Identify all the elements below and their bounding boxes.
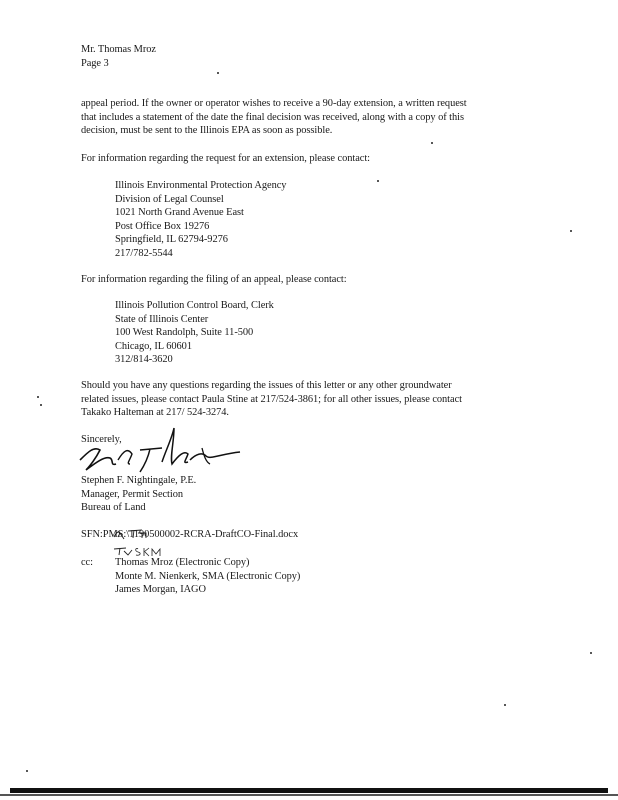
- appeal-paragraph: [81, 97, 467, 138]
- scan-speck: [217, 72, 219, 74]
- address-line: Chicago, IL 60601: [115, 340, 192, 352]
- recipient-name: Mr. Thomas Mroz: [81, 44, 156, 55]
- signer-name: Stephen F. Nightingale, P.E.: [81, 475, 197, 486]
- scan-edge-line: [0, 794, 618, 796]
- cc-list: [115, 556, 300, 597]
- text-line: Should you have any questions regarding the issues of this letter or any other groundwater: [81, 380, 452, 391]
- scan-speck: [40, 404, 42, 406]
- extension-intro: For information regarding the request for an extension, please contact:: [81, 153, 371, 164]
- cc-recipient: Monte M. Nienkerk, SMA (Electronic Copy): [115, 570, 301, 582]
- address-line: Post Office Box 19276: [115, 220, 210, 232]
- scan-speck: [26, 770, 28, 772]
- address-line: Illinois Pollution Control Board, Clerk: [115, 300, 274, 311]
- text-line: decision, must be sent to the Illinois EPA as soon as possible.: [81, 125, 333, 137]
- scan-speck: [431, 142, 433, 144]
- scan-speck: [504, 704, 506, 706]
- address-line: Division of Legal Counsel: [115, 193, 224, 205]
- cc-label: cc:: [81, 557, 93, 568]
- page-number: Page 3: [81, 57, 109, 69]
- appeal-contact-address: [115, 299, 274, 367]
- scan-speck: [590, 652, 592, 654]
- address-line: State of Illinois Center: [115, 313, 209, 325]
- text-line: Takako Halteman at 217/ 524-3274.: [81, 407, 229, 419]
- extension-contact-address: [115, 179, 286, 261]
- signer-bureau: Bureau of Land: [81, 502, 146, 514]
- address-line: 217/782-5544: [115, 247, 173, 259]
- file-reference: SFN:PMS:\1190500002-RCRA-DraftCO-Final.docx: [81, 529, 299, 540]
- text-line: that includes a statement of the date the final decision was received, along with a copy of this: [81, 111, 464, 123]
- address-line: 312/814-3620: [115, 354, 173, 366]
- address-line: Illinois Environmental Protection Agency: [115, 180, 287, 191]
- handwritten-signature: [70, 420, 250, 480]
- scan-speck: [37, 396, 39, 398]
- scan-speck: [570, 230, 572, 232]
- text-line: appeal period. If the owner or operator wishes to receive a 90-day extension, a written request: [81, 98, 467, 109]
- cc-recipient: Thomas Mroz (Electronic Copy): [115, 557, 250, 568]
- questions-paragraph: [81, 379, 462, 420]
- scan-edge-bar: [10, 788, 608, 793]
- appeal-intro: For information regarding the filing of an appeal, please contact:: [81, 274, 347, 285]
- address-line: Springfield, IL 62794-9276: [115, 234, 228, 246]
- cc-recipient: James Morgan, IAGO: [115, 584, 206, 596]
- scan-speck: [377, 180, 379, 182]
- signature-block: [81, 474, 196, 515]
- address-line: 1021 North Grand Avenue East: [115, 207, 244, 219]
- address-line: 100 West Randolph, Suite 11-500: [115, 327, 254, 339]
- text-line: related issues, please contact Paula Stine at 217/524-3861; for all other issues, please contact: [81, 393, 462, 405]
- salutation: Sincerely,: [81, 434, 122, 445]
- signer-title: Manager, Permit Section: [81, 488, 184, 500]
- letter-header: [81, 43, 156, 70]
